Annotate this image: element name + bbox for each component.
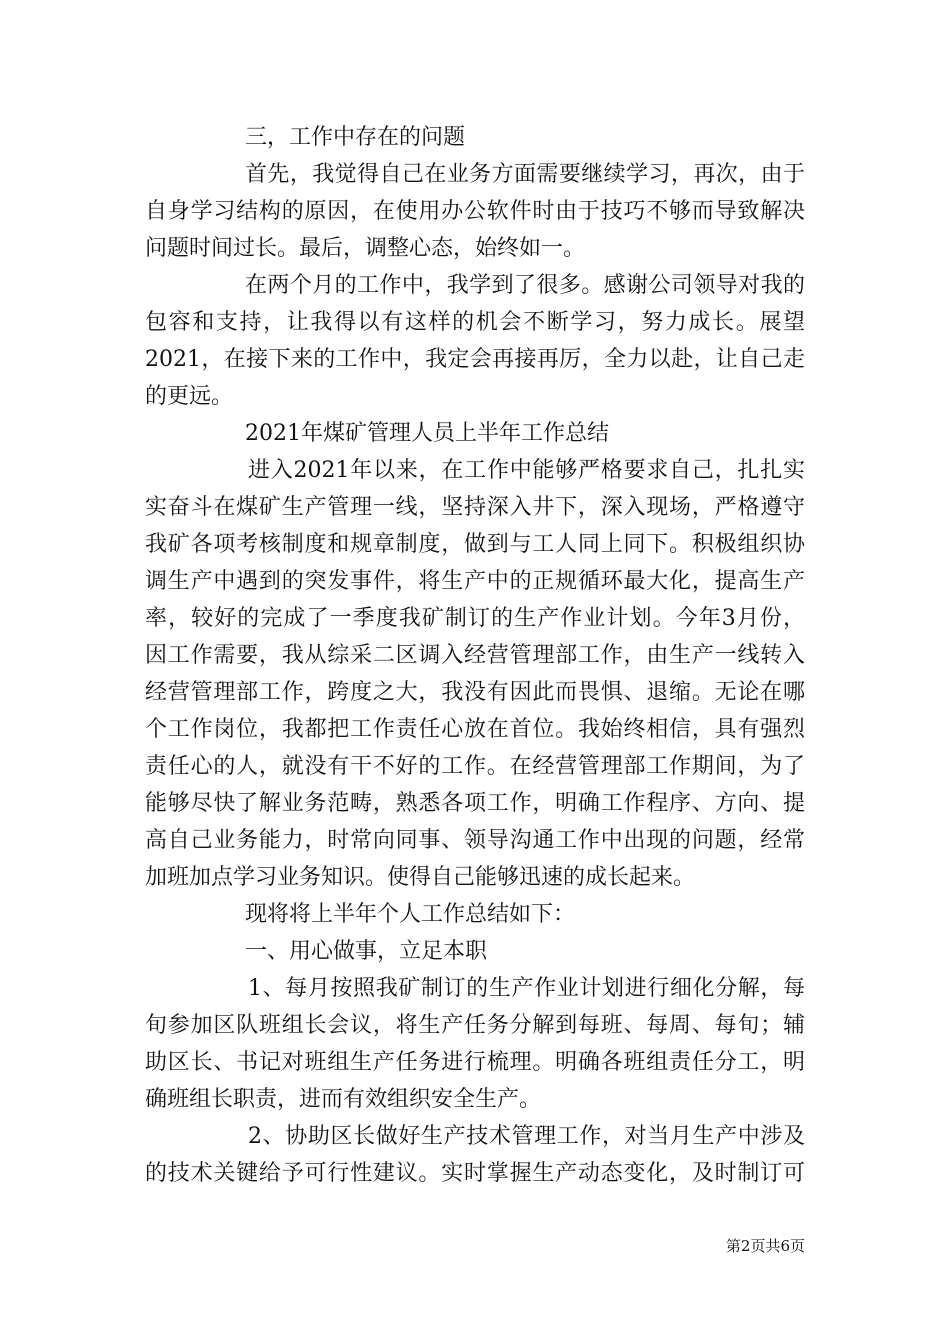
paragraph-line: 助区长、书记对班组生产任务进行梳理。明确各班组责任分工，明 — [145, 1050, 805, 1075]
paragraph-line: 自身学习结构的原因，在使用办公软件时由于技巧不够而导致解决 — [145, 199, 805, 224]
paragraph-line: 现将将上半年个人工作总结如下： — [245, 902, 576, 927]
paragraph-line: 实奋斗在煤矿生产管理一线，坚持深入井下，深入现场，严格遵守 — [145, 495, 805, 520]
paragraph-line: 能够尽快了解业务范畴，熟悉各项工作，明确工作程序、方向、提 — [145, 791, 805, 816]
paragraph-line: 调生产中遇到的突发事件，将生产中的正规循环最大化，提高生产 — [145, 569, 805, 594]
paragraph-line: 经营管理部工作，跨度之大，我没有因此而畏惧、退缩。无论在哪 — [145, 680, 805, 705]
paragraph-line: 的技术关键给予可行性建议。实时掌握生产动态变化，及时制订可 — [145, 1161, 805, 1186]
paragraph-line: 责任心的人，就没有干不好的工作。在经营管理部工作期间，为了 — [145, 754, 805, 779]
paragraph-line: 因工作需要，我从综采二区调入经营管理部工作，由生产一线转入 — [145, 643, 805, 668]
document-title: 2021年煤矿管理人员上半年工作总结 — [245, 421, 609, 446]
paragraph-line: 1、每月按照我矿制订的生产作业计划进行细化分解，每 — [248, 976, 805, 1001]
paragraph-line: 2、协助区长做好生产技术管理工作，对当月生产中涉及 — [248, 1124, 805, 1149]
paragraph-line: 加班加点学习业务知识。使得自己能够迅速的成长起来。 — [145, 865, 696, 890]
paragraph-line: 我矿各项考核制度和规章制度，做到与工人同上同下。积极组织协 — [145, 532, 805, 557]
paragraph-line: 率，较好的完成了一季度我矿制订的生产作业计划。今年3月份， — [145, 606, 805, 631]
paragraph-line: 包容和支持，让我得以有这样的机会不断学习，努力成长。展望 — [145, 310, 805, 335]
paragraph-line: 旬参加区队班组长会议，将生产任务分解到每班、每周、每旬；辅 — [145, 1013, 805, 1038]
paragraph-line: 个工作岗位，我都把工作责任心放在首位。我始终相信，具有强烈 — [145, 717, 805, 742]
section-heading-one: 一、用心做事，立足本职 — [245, 939, 488, 964]
paragraph-line: 确班组长职责，进而有效组织安全生产。 — [145, 1087, 542, 1112]
page-number: 第2页共6页 — [725, 1237, 805, 1255]
paragraph-line: 进入2021年以来，在工作中能够严格要求自己，扎扎实 — [248, 458, 805, 483]
paragraph-line: 首先，我觉得自己在业务方面需要继续学习，再次，由于 — [245, 162, 805, 187]
paragraph-line: 在两个月的工作中，我学到了很多。感谢公司领导对我的 — [245, 273, 805, 298]
section-heading-problems: 三，工作中存在的问题 — [245, 125, 466, 150]
paragraph-line: 2021，在接下来的工作中，我定会再接再厉，全力以赴，让自己走 — [145, 347, 805, 372]
paragraph-line: 问题时间过长。最后，调整心态，始终如一。 — [145, 236, 586, 261]
paragraph-line: 高自己业务能力，时常向同事、领导沟通工作中出现的问题，经常 — [145, 828, 805, 853]
paragraph-line: 的更远。 — [145, 384, 234, 409]
